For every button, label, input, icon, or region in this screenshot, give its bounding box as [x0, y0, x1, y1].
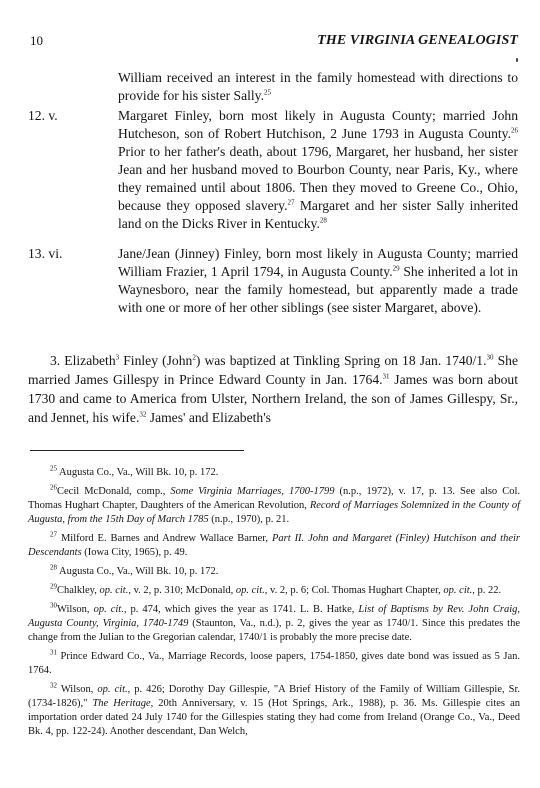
para-text: She married James Gillespy in Prince Edward County in Jan. 1764.	[28, 353, 518, 387]
footnote-28	[28, 565, 520, 579]
footnote-text: , p. 22.	[472, 585, 502, 596]
footnote-text: Augusta Co., Va., Will Bk. 10, p. 172.	[57, 566, 219, 577]
footnote-27	[28, 532, 520, 560]
footnote-title: op. cit.	[93, 604, 124, 615]
footnote-ref: 29	[392, 264, 400, 273]
footnote-title: Some Virginia Marriages, 1700-1799	[170, 486, 335, 497]
footnote-text: (n.p., 1972), v. 17, p. 13. See also Col. Thomas Hughart Chapter, Daughters of the American Revolution,	[28, 486, 520, 511]
journal-title: THE VIRGINIA GENEALOGIST	[317, 33, 518, 48]
footnote-number: 25	[50, 464, 57, 473]
footnote-text: , p. 426; Dorothy Day Gillespie, "A Brief History of the Family of William Gillespie, Sr. (1734-1826),"	[28, 684, 520, 709]
footnote-32	[28, 683, 520, 739]
footnote-number: 28	[50, 563, 57, 572]
footnote-text: , v. 2, p. 6; Col. Thomas Hughart Chapter,	[264, 585, 444, 596]
footnote-29	[28, 584, 520, 598]
footnote-title: Part II. John and Margaret (Finley) Hutchison and their Descendants	[28, 533, 520, 558]
entry-number: 13. vi.	[28, 246, 63, 261]
footnotes	[28, 466, 520, 744]
continuation-text: William received an interest in the family homestead with directions to provide for his sister Sally.	[118, 70, 518, 103]
entry-text: She inherited a lot in Waynesboro, near the family homestead, but apparently made a trade with one or more of her other siblings (see sister Margaret, above).	[118, 264, 519, 315]
footnote-text: Chalkley,	[57, 585, 100, 596]
footnote-text: Milford E. Barnes and Andrew Wallace Barner,	[57, 533, 272, 544]
footnote-25	[28, 466, 520, 480]
para-text: ) was baptized at Tinkling Spring on 18 Jan. 1740/1.	[195, 353, 487, 368]
footnote-number: 30	[50, 601, 57, 610]
entry-text: Prior to her father's death, about 1796, Margaret, her husband, her sister Jean and her husband moved to Bourbon County, near Paris, Ky., where they remained until about 1806. Then they moved to Greene Co., Ohio, because they opposed slavery.	[118, 144, 518, 213]
footnote-text: (Staunton, Va., n.d.), p. 2, gives the year as 1740/1. Since this predates the change from the Julian to the Gregorian calendar, 1740/1 is probably the more precise date.	[28, 618, 520, 643]
entry-text: Margaret Finley, born most likely in Augusta County; married John Hutcheson, son of Robert Hutchison, 2 June 1793 in Augusta County.	[118, 108, 518, 141]
entry-continuation	[28, 69, 518, 105]
footnote-ref: 27	[287, 198, 295, 207]
footnote-ref: 26	[511, 126, 518, 135]
para-text: Finley (John	[119, 353, 193, 368]
generation-number: 3	[115, 353, 120, 362]
footnote-ref: 28	[319, 216, 327, 225]
footnote-ref: 30	[486, 353, 494, 362]
footnote-number: 32	[50, 681, 57, 690]
footnote-ref: 32	[139, 410, 147, 419]
para-text: 3. Elizabeth	[50, 353, 116, 368]
footnote-title: List of Baptisms by Rev. John Craig, Augusta County, Virginia, 1740-1749	[28, 604, 520, 629]
footnote-text: (Iowa City, 1965), p. 49.	[81, 547, 188, 558]
footnote-text: Cecil McDonald, comp.,	[57, 486, 171, 497]
footnote-31	[28, 650, 520, 678]
footnote-number: 31	[50, 648, 57, 657]
footnote-number: 29	[50, 582, 57, 591]
footnote-title: op. cit.	[443, 585, 473, 596]
page-number: 10	[30, 33, 43, 48]
footnote-title: op. cit.	[99, 585, 129, 596]
footnote-text: (n.p., 1970), p. 21.	[208, 514, 290, 525]
footnote-title: op. cit.	[97, 684, 128, 695]
generation-number: 2	[192, 353, 196, 362]
footnote-text: , v. 2, p. 310; McDonald,	[128, 585, 236, 596]
para-text: James was born about 1730 and came to America from Ulster, Northern Ireland, the son of James Gillespy, Sr., and Jennet, his wife.	[28, 372, 518, 425]
entry-number: 12. v.	[28, 108, 58, 123]
footnote-text: Prince Edward Co., Va., Marriage Records, loose papers, 1754-1850, gives date bond was issued as 5 Jan. 1764.	[28, 651, 520, 676]
footnote-title: Record of Marriages Solemnized in the County of Augusta, from the 15th Day of March 1785	[28, 500, 521, 525]
scan-speck	[516, 58, 518, 62]
footnote-text: Augusta Co., Va., Will Bk. 10, p. 172.	[57, 467, 219, 478]
page-header	[30, 33, 518, 53]
footnote-text: Wilson,	[57, 684, 98, 695]
footnote-30	[28, 603, 520, 645]
entry-13	[28, 245, 518, 317]
footnote-divider	[30, 450, 244, 451]
footnote-number: 27	[50, 530, 57, 539]
paragraph-elizabeth	[28, 351, 518, 427]
para-text: James' and Elizabeth's	[146, 410, 271, 425]
footnote-number: 26	[50, 483, 57, 492]
footnote-text: , p. 474, which gives the year as 1741. L. B. Hatke,	[123, 604, 359, 615]
footnote-ref: 31	[382, 372, 390, 381]
footnote-title: op. cit.	[235, 585, 265, 596]
footnote-text: , 20th Anniversary, v. 15 (Hot Springs, Ark., 1988), p. 36. Ms. Gillespie cites an importation order dated 24 July 1740 for the Gillespies stating they had come from Ireland (Orange Co., Va., Deed Bk. 4, pp. 122-24). Another descendant, Dan Welch,	[28, 698, 520, 737]
footnote-title: The Heritage	[92, 698, 151, 709]
footnote-ref: 25	[264, 88, 271, 97]
entry-text: Margaret and her sister Sally inherited land on the Dicks River in Kentucky.	[118, 198, 518, 231]
footnote-text: Wilson,	[57, 604, 94, 615]
entry-text: Jane/Jean (Jinney) Finley, born most likely in Augusta County; married William Frazier, 1 April 1794, in Augusta County.	[118, 246, 518, 279]
entry-12	[28, 107, 518, 233]
footnote-26	[28, 485, 520, 527]
